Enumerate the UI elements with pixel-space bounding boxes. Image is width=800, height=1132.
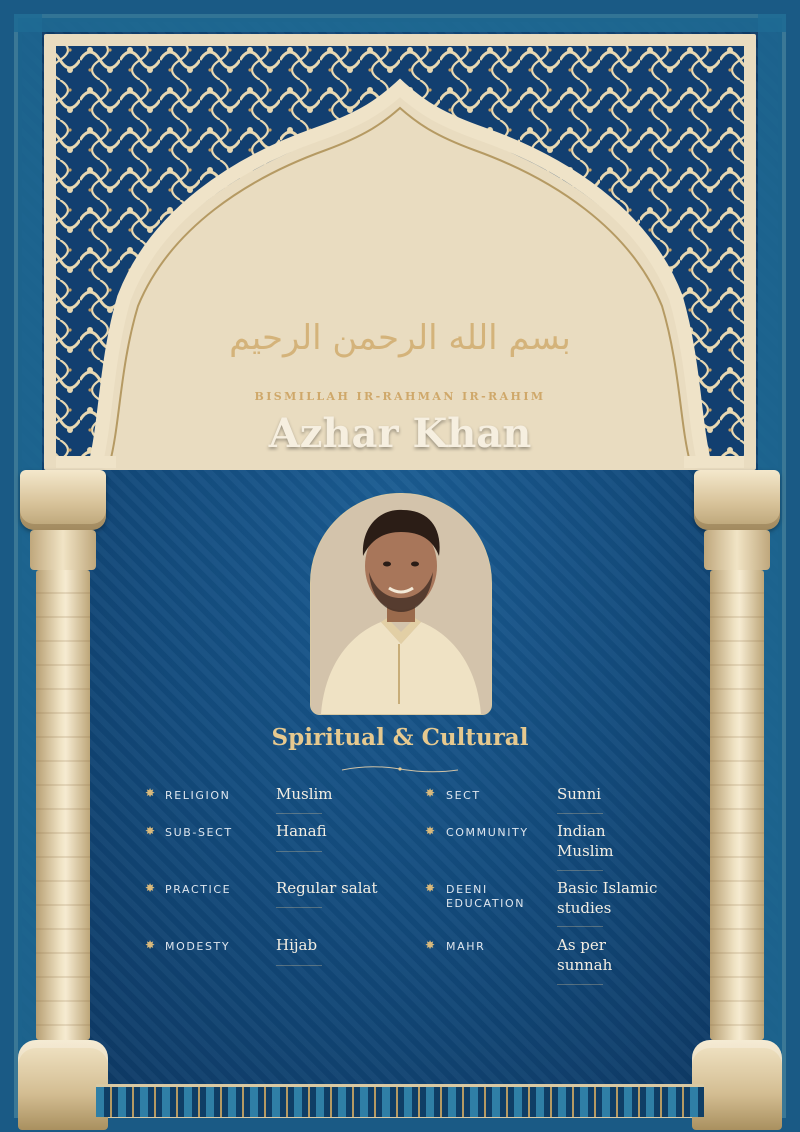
ornamental-divider <box>340 764 460 774</box>
star-bullet-icon: ✸ <box>145 786 156 800</box>
field-label: SECT <box>446 789 481 802</box>
star-bullet-icon: ✸ <box>425 786 436 800</box>
star-bullet-icon: ✸ <box>145 824 156 838</box>
field-label: MAHR <box>446 940 486 953</box>
value-underline <box>276 813 322 814</box>
field-value: Indian Muslim <box>557 822 614 860</box>
value-underline <box>557 984 603 985</box>
section-title: Spiritual & Cultural <box>271 724 529 751</box>
profile-photo <box>310 493 492 715</box>
value-underline <box>557 870 603 871</box>
value-underline <box>557 813 603 814</box>
value-underline <box>276 851 322 852</box>
star-bullet-icon: ✸ <box>145 938 156 952</box>
field-value: Sunni <box>557 785 602 803</box>
star-bullet-icon: ✸ <box>425 824 436 838</box>
field-label: SUB-SECT <box>165 826 233 839</box>
value-underline <box>557 926 603 927</box>
field-label: PRACTICE <box>165 883 232 896</box>
star-bullet-icon: ✸ <box>425 938 436 952</box>
bismillah-calligraphy: بسم الله الرحمن الرحيم <box>229 318 571 358</box>
field-value: Muslim <box>276 785 333 803</box>
field-label: COMMUNITY <box>446 826 529 839</box>
field-value: As per sunnah <box>557 936 613 974</box>
field-value: Basic Islamic studies <box>557 879 658 917</box>
profile-name: Azhar Khan <box>268 410 532 457</box>
field-label: MODESTY <box>165 940 231 953</box>
value-underline <box>276 907 322 908</box>
value-underline <box>276 965 322 966</box>
portrait-illustration <box>311 494 491 714</box>
star-bullet-icon: ✸ <box>425 881 436 895</box>
field-value: Regular salat <box>276 879 378 897</box>
field-label: DEENI EDUCATION <box>446 883 526 910</box>
star-bullet-icon: ✸ <box>145 881 156 895</box>
field-value: Hanafi <box>276 822 327 840</box>
bismillah-transliteration: BISMILLAH IR-RAHMAN IR-RAHIM <box>254 390 546 403</box>
field-label: RELIGION <box>165 789 231 802</box>
field-value: Hijab <box>276 936 318 954</box>
